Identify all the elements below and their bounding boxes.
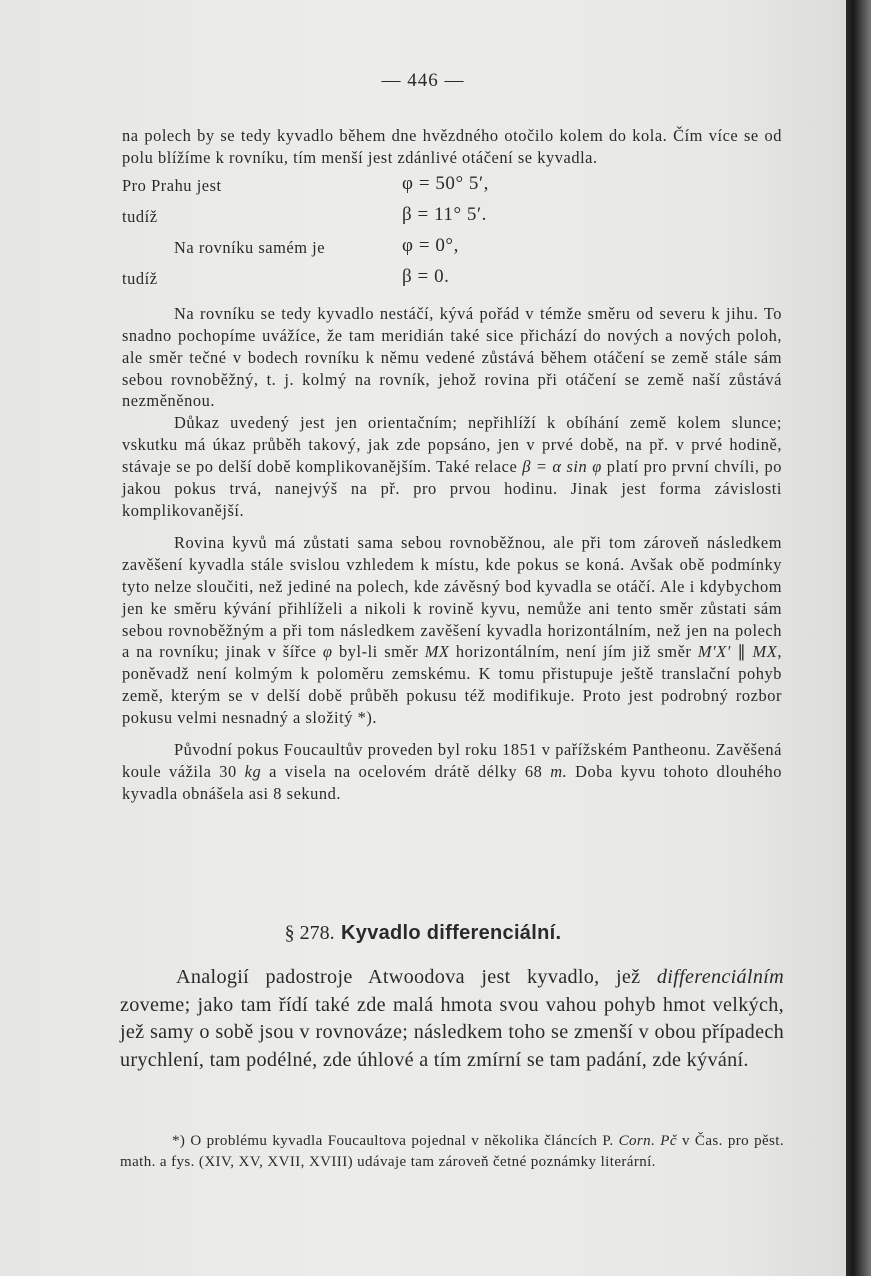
equation-math: β = 0. [402,265,450,287]
text-run: Rovina kyvů má zůstati sama sebou rovnoběžnou, ale při tom zároveň následkem zavěšení kyvadla stále svislou vzhledem k místu, kde pokus se koná. Avšak obě podmínky tyto nelze sloučiti, než jediné na polech, kde závěsný bod kyvadla se otáčí. Ale i kdybychom jen ke směru kývání přihlíželi a nikoli k rovině kyvu, nemůže ani tento směr zůstati sám sebou rovnoběžným a při tom následkem zavěšení kyvadla horizontálním, než jen na polech a na rovníku; jinak v šířce [122,532,782,662]
mx-symbol: MX [752,642,778,662]
text-run: platí pro první chvíli, po jakou pokus trvá, nanejvýš na př. pro prvou hodinu. Jinak jest forma závislosti komplikovanější. [122,457,782,520]
equation-row [122,262,782,293]
equation-math: φ = 50° 5′, [402,172,489,194]
text-run: a visela na ocelovém drátě délky 68 [269,761,543,781]
footnote [120,1131,784,1173]
paragraph-1: na polech by se tedy kyvadlo během dne hvězdného otočilo kolem do kola. Čím více se od polu blížíme k rovníku, tím menší jest zdánlivé otáčení se kyvadla. [122,126,782,167]
text-run: zoveme; jako tam řídí také zde malá hmota svou vahou pohyb hmot velkých, jež samy o sobě jsou v rovnováze; následkem toho se zmenší v obou případech urychlení, tam podélné, zde úhlové a tím zmírní se tam padání, zde kývání. [120,993,784,1071]
equation-label: Pro Prahu jest [122,175,222,195]
equation-math: β = 11° 5′. [402,203,487,225]
paragraph-2b [122,412,782,522]
phi-symbol: φ [322,642,333,662]
text-run: v Čas. pro pěst. math. a fys. (XIV, XV, XVII, XVIII) udávaje tam zároveň četné poznámky literární. [120,1133,784,1170]
text-run: Doba kyvu tohoto dlouhého kyvadla obnášela asi 8 sekund. [122,761,782,803]
mpxp-symbol: M′X′ [697,642,731,662]
section-title: Kyvadlo differenciální. [341,922,562,944]
text-run: Původní pokus Foucaultův proveden byl roku 1851 v pařížském Pantheonu. Zavěšená koule vážila 30 [122,740,782,781]
section-heading [0,920,846,945]
equation-row [122,231,782,262]
equation-row [122,169,782,200]
page-number: — 446 — [381,70,465,91]
text-run: , poněvadž není kolmým k poloměru zemskému. K tomu přistupuje ještě translační pohyb země, kterým se v delší době průběh pokusu též modifikuje. Proto jest podrobný rozbor pokusu velmi nesnadný a složitý *). [122,642,782,728]
footnote-text [120,1131,784,1173]
mx-symbol: MX [424,642,450,662]
unit-m: m. [550,761,568,781]
equation-label: Na rovníku samém je [174,237,326,257]
page-edge [846,0,871,1276]
section-text [120,964,784,1074]
text-run: byl-li směr [338,642,419,662]
text-run: Analogií padostroje Atwoodova jest kyvadlo, jež [176,966,641,988]
journal-abbrev: Corn. Pč [618,1133,677,1149]
parallel-symbol: ∥ [737,642,747,662]
equation-label: tudíž [122,268,158,288]
paragraph-5 [120,964,784,1074]
paragraph-3 [122,532,782,729]
emphasis-term: differenciálním [656,966,784,988]
equation-label: tudíž [122,206,158,226]
paragraph-2a: Na rovníku se tedy kyvadlo nestáčí, kývá pořád v témže směru od severu k jihu. To snadno pochopíme uvážíce, že tam meridián také sice přichází do nových a nových poloh, ale směr tečné v bodech rovníku k němu vedené zůstává během otáčení se země stále sám sebou rovnoběžný, t. j. kolmý na rovník, jehož rovina při otáčení se země naší zůstává nezměněnou. [122,303,782,411]
equation-row [122,200,782,231]
equation-math: φ = 0°, [402,234,459,256]
unit-kg: kg [244,761,262,781]
text-run: Důkaz uvedený jest jen orientačním; nepřihlíží k obíhání země kolem slunce; vskutku má úkaz průběh takový, jak zde popsáno, jen v prvé době, na př. v prvé hodině, stávaje se po delší době komplikovanějším. Také relace [122,413,782,477]
paragraph-4 [122,739,782,805]
text-run: horizontálním, není jím již směr [455,642,692,662]
section-number: § 278. [284,922,335,944]
main-text [122,125,782,805]
text-run: *) O problému kyvadla Foucaultova pojednal v několika článcích P. [172,1133,614,1149]
relation-formula: β = α sin φ [522,457,602,477]
